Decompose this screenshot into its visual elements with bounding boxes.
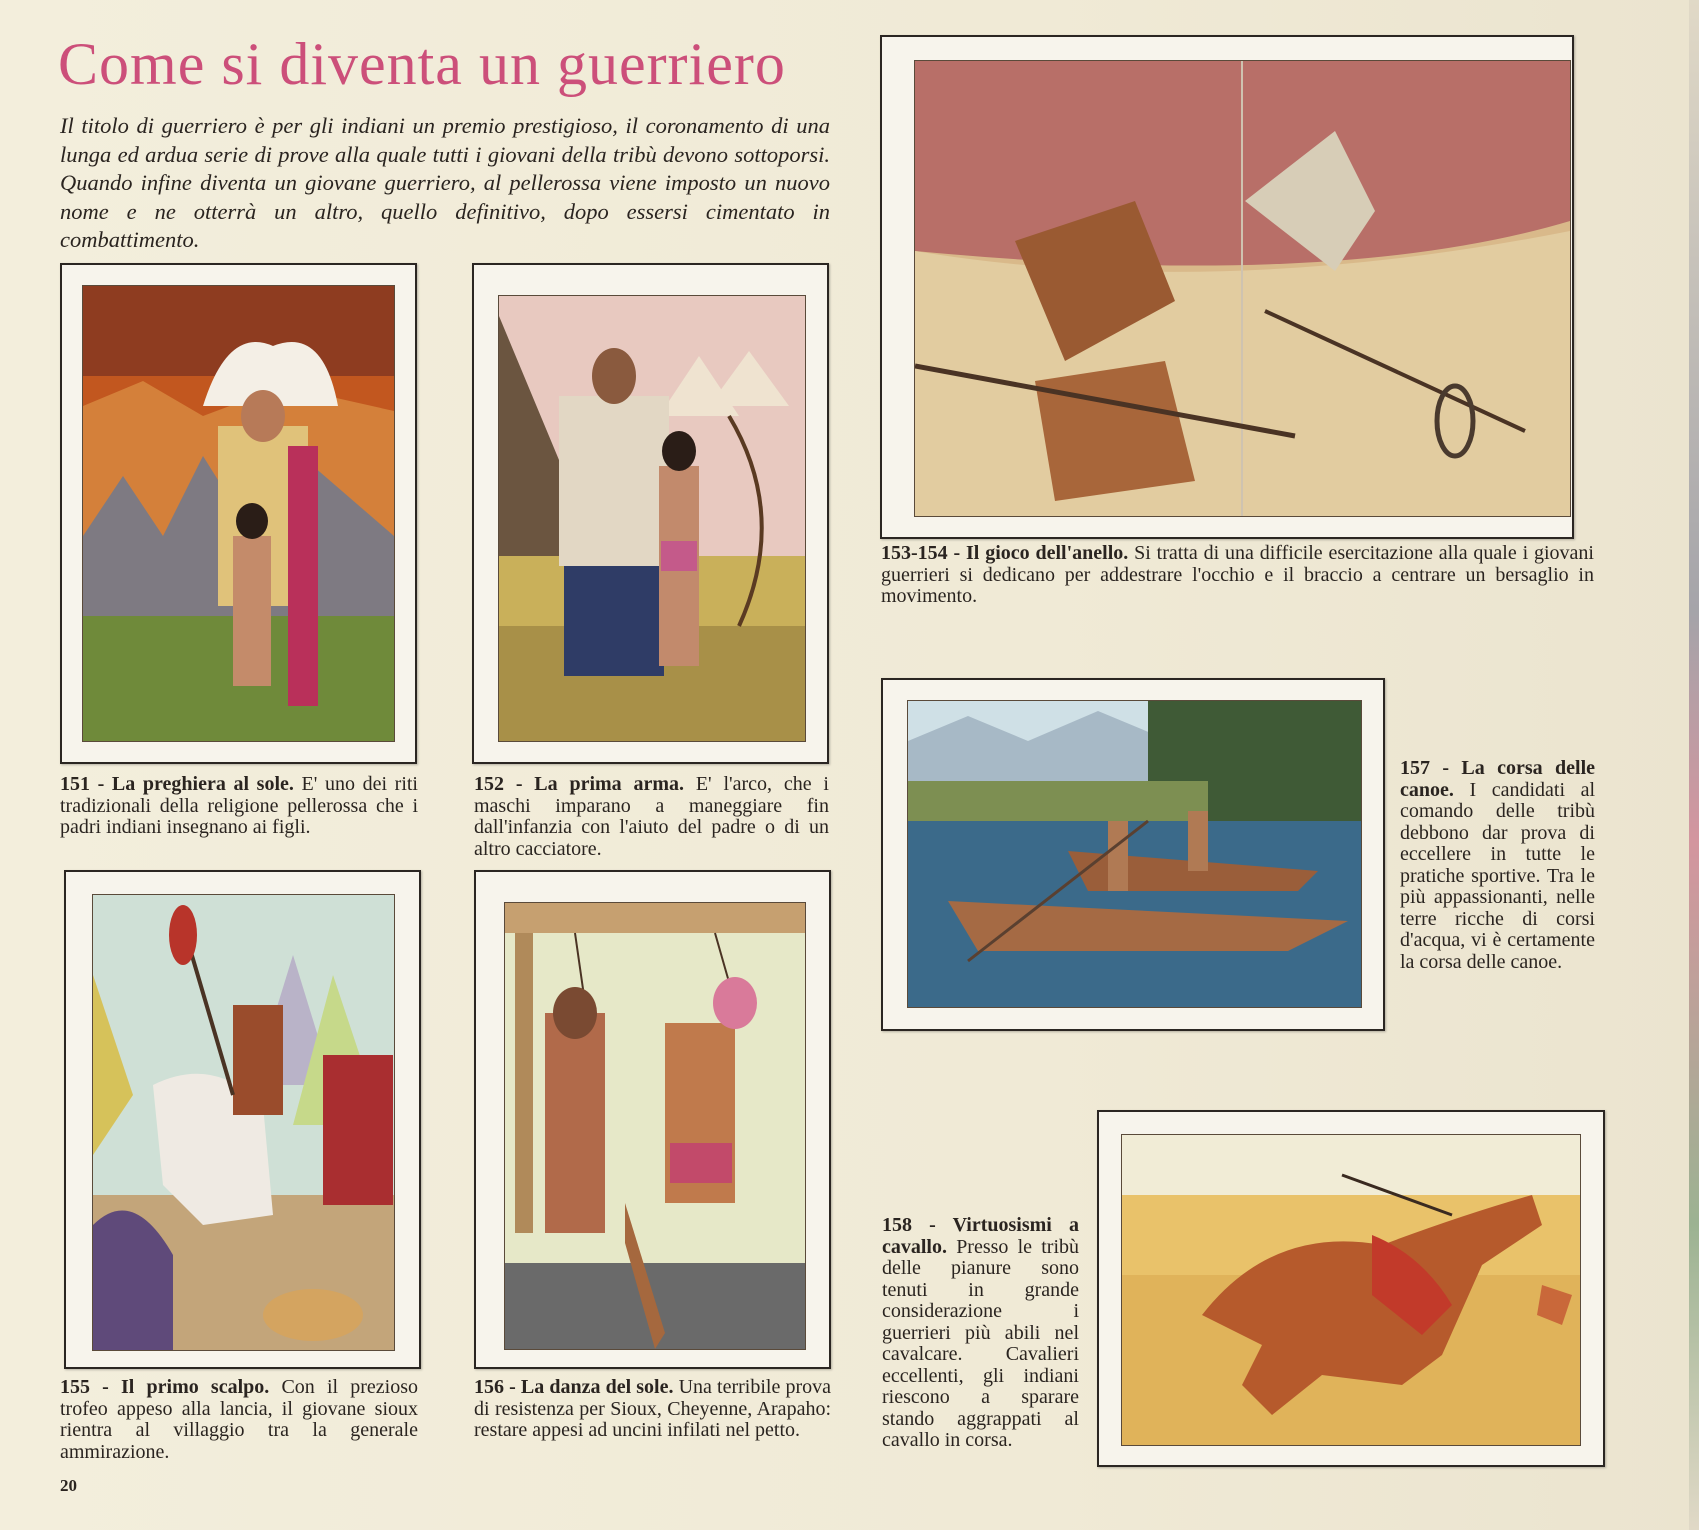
caption-153-154-text: Si tratta di una difficile esercitazione alla quale i giovani guerrieri si dedicano per addestrare l'occhio e il braccio a centrare un bersaglio in movimento. — [881, 542, 1594, 607]
caption-158-text: Presso le tribù delle pianure sono tenuti in grande considerazione i guerrieri più abili nel cavalcare. Cavalieri eccellenti, gli indiani riescono a sparare stando aggrappati al cavallo in corsa. — [882, 1235, 1079, 1451]
sticker-image-157 — [907, 700, 1362, 1008]
caption-151 — [60, 774, 418, 839]
sticker-image-155 — [92, 894, 395, 1351]
caption-152-title: 152 - La prima arma. — [474, 773, 685, 795]
caption-155-title: 155 - Il primo scalpo. — [60, 1376, 270, 1398]
sticker-frame-152 — [472, 263, 829, 764]
caption-151-text: E' uno dei riti tradizionali della religione pellerossa che i padri indiani insegnano ai figli. — [60, 773, 418, 838]
caption-156-title: 156 - La danza del sole. — [474, 1376, 674, 1398]
intro-paragraph: Il titolo di guerriero è per gli indiani un premio prestigioso, il coronamento di una lunga ed ardua serie di prove alla quale tutti i giovani della tribù devono sottoporsi. Quando infine diventa un giovane guerriero, al pellerossa viene imposto un nuovo nome e ne otterrà un altro, quello definitivo, dopo essersi cimentato in combattimento. — [60, 113, 830, 252]
caption-151-title: 151 - La preghiera al sole. — [60, 773, 294, 795]
caption-157-text: I candidati al comando delle tribù debbono dar prova di eccellere in tutte le pratiche sportive. Tra le più appassionanti, nelle terre ricche di corsi d'acqua, vi è certamente la corsa delle canoe. — [1400, 778, 1595, 973]
caption-158-title: 158 - Virtuosismi a cavallo. — [882, 1214, 1079, 1258]
page-title: Come si diventa un guerriero — [58, 31, 786, 97]
sticker-frame-158 — [1097, 1110, 1605, 1467]
sticker-frame-153-154 — [880, 35, 1574, 539]
caption-153-154-title: 153-154 - Il gioco dell'anello. — [881, 542, 1129, 564]
sticker-image-152 — [498, 295, 806, 742]
sticker-image-153-154 — [914, 60, 1571, 517]
sticker-frame-155 — [64, 870, 421, 1369]
caption-152-text: E' l'arco, che i maschi imparano a maneggiare fin dall'infanzia con l'aiuto del padre o di un altro cacciatore. — [474, 773, 829, 860]
sticker-image-151 — [82, 285, 395, 742]
sticker-frame-157 — [881, 678, 1385, 1031]
caption-156-text: Una terribile prova di resistenza per Sioux, Cheyenne, Arapaho: restare appesi ad uncini infilati nel petto. — [474, 1376, 831, 1441]
sticker-image-158 — [1121, 1134, 1581, 1446]
sticker-image-156 — [504, 902, 806, 1350]
caption-158 — [882, 1215, 1079, 1452]
page-number: 20 — [60, 1476, 77, 1495]
caption-157 — [1400, 758, 1595, 973]
caption-153-154 — [881, 543, 1594, 608]
next-page-edge — [1689, 0, 1699, 1530]
sticker-frame-156 — [474, 870, 831, 1369]
caption-155 — [60, 1377, 418, 1463]
sticker-frame-151 — [60, 263, 417, 764]
caption-152 — [474, 774, 829, 860]
caption-157-title: 157 - La corsa delle canoe. — [1400, 757, 1595, 801]
caption-156 — [474, 1377, 831, 1442]
caption-155-text: Con il prezioso trofeo appeso alla lancia, il giovane sioux rientra al villaggio tra la generale ammirazione. — [60, 1376, 419, 1463]
